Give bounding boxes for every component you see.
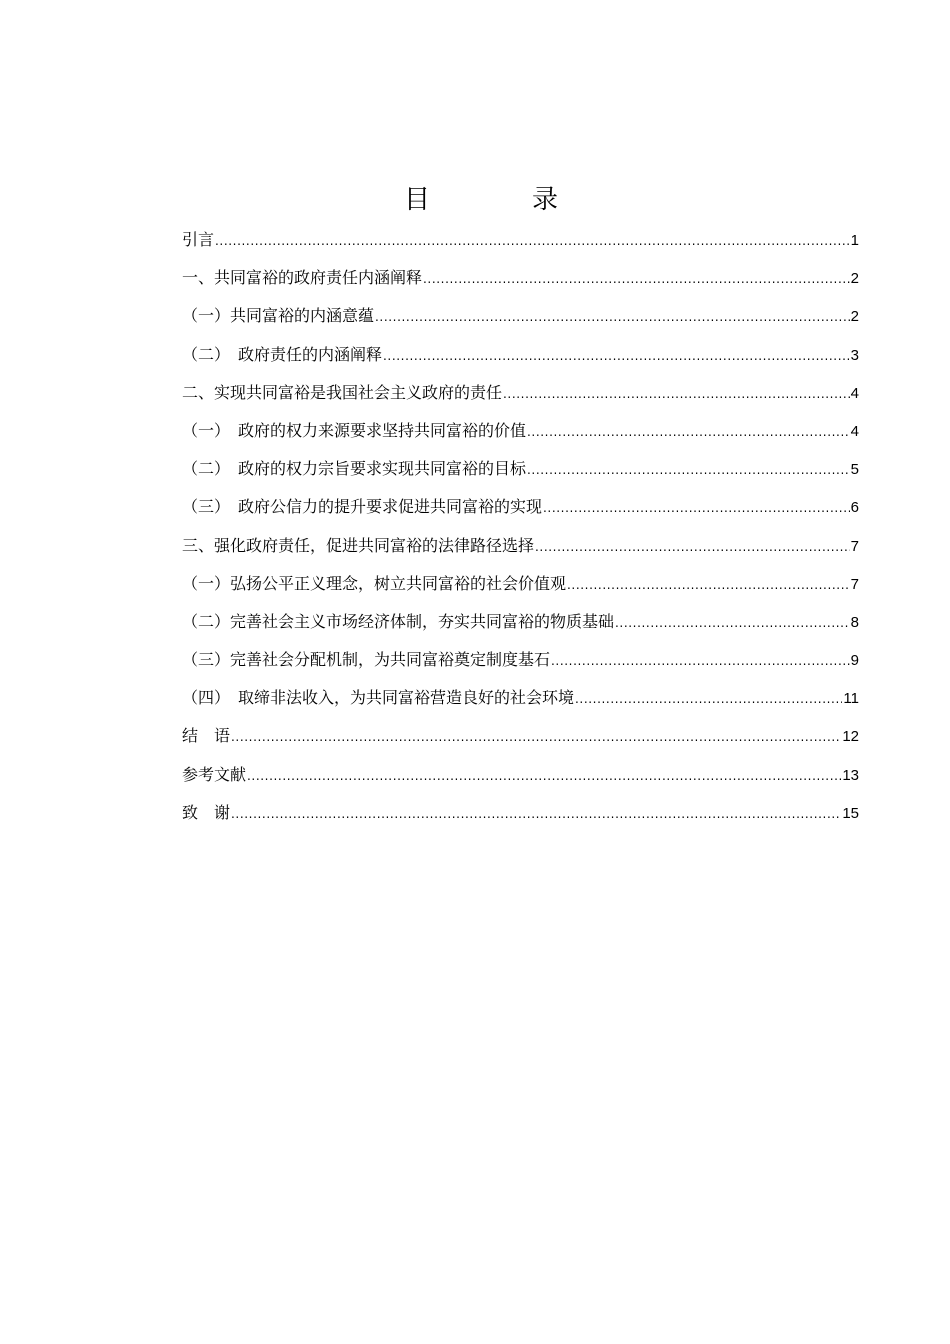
- toc-page-number: 8: [850, 613, 859, 631]
- toc-leader-dots: [551, 647, 850, 675]
- toc-entry[interactable]: [182, 493, 859, 531]
- toc-entry-text: （四） 取缔非法收入，为共同富裕营造良好的社会环境: [182, 688, 575, 708]
- toc-entry-text: 一、共同富裕的政府责任内涵阐释: [182, 268, 423, 288]
- toc-entry[interactable]: [182, 417, 859, 455]
- toc-entry-text: （一）共同富裕的内涵意蕴: [182, 306, 375, 326]
- toc-page-number: 12: [842, 728, 859, 746]
- toc-entry-text: 致 谢: [182, 802, 231, 822]
- toc-entry-text: （一）弘扬公平正义理念，树立共同富裕的社会价值观: [182, 573, 567, 593]
- toc-entry[interactable]: [182, 341, 859, 379]
- toc-entry[interactable]: [182, 646, 859, 684]
- toc-page-number: 7: [850, 575, 859, 593]
- toc-leader-dots: [215, 227, 850, 255]
- toc-page-number: 4: [850, 384, 859, 402]
- toc-page-number: 9: [850, 652, 859, 670]
- toc-leader-dots: [231, 800, 841, 828]
- toc-leader-dots: [375, 303, 850, 331]
- toc-leader-dots: [527, 456, 850, 484]
- toc-page-number: 3: [850, 346, 859, 364]
- toc-leader-dots: [543, 494, 850, 522]
- toc-page-number: 7: [850, 537, 859, 555]
- toc-page-number: 2: [850, 308, 859, 326]
- toc-leader-dots: [231, 723, 841, 751]
- toc-leader-dots: [535, 533, 850, 561]
- toc-entry[interactable]: [182, 608, 859, 646]
- toc-entry[interactable]: [182, 722, 859, 760]
- toc-entry[interactable]: [182, 264, 859, 302]
- toc-entry[interactable]: [182, 302, 859, 340]
- toc-entry-text: （三） 政府公信力的提升要求促进共同富裕的实现: [182, 497, 543, 517]
- toc-entry-text: （二）完善社会主义市场经济体制，夯实共同富裕的物质基础: [182, 611, 615, 631]
- toc-leader-dots: [423, 265, 850, 293]
- toc-entry-text: 结 语: [182, 726, 231, 746]
- toc-leader-dots: [567, 571, 850, 599]
- toc-page-number: 11: [843, 690, 859, 708]
- toc-entry[interactable]: [182, 799, 859, 837]
- toc-page-number: 1: [850, 232, 859, 249]
- table-of-contents: [182, 226, 859, 837]
- toc-page-number: 15: [842, 804, 859, 822]
- toc-entry[interactable]: [182, 226, 859, 264]
- toc-title: 目 录: [403, 185, 596, 215]
- toc-leader-dots: [503, 380, 850, 408]
- toc-entry-text: 参考文献: [182, 764, 247, 784]
- toc-entry-text: 引言: [182, 230, 215, 249]
- toc-leader-dots: [575, 685, 842, 713]
- toc-entry[interactable]: [182, 379, 859, 417]
- toc-page-number: 13: [842, 766, 859, 784]
- toc-page-number: 2: [850, 270, 859, 288]
- toc-entry-text: 三、强化政府责任，促进共同富裕的法律路径选择: [182, 535, 535, 555]
- toc-entry[interactable]: [182, 684, 859, 722]
- toc-entry-text: （二） 政府责任的内涵阐释: [182, 344, 383, 364]
- toc-entry-text: （三）完善社会分配机制，为共同富裕奠定制度基石: [182, 650, 551, 670]
- toc-entry[interactable]: [182, 761, 859, 799]
- toc-entry-text: （一） 政府的权力来源要求坚持共同富裕的价值: [182, 420, 527, 440]
- toc-leader-dots: [383, 342, 850, 370]
- toc-entry[interactable]: [182, 455, 859, 493]
- toc-leader-dots: [247, 762, 841, 790]
- toc-page-number: 6: [850, 499, 859, 517]
- toc-entry[interactable]: [182, 570, 859, 608]
- toc-entry-text: （二） 政府的权力宗旨要求实现共同富裕的目标: [182, 459, 527, 479]
- toc-leader-dots: [615, 609, 850, 637]
- toc-entry[interactable]: [182, 532, 859, 570]
- toc-entry-text: 二、实现共同富裕是我国社会主义政府的责任: [182, 382, 503, 402]
- toc-page-number: 5: [850, 461, 859, 479]
- toc-page-number: 4: [850, 422, 859, 440]
- toc-leader-dots: [527, 418, 850, 446]
